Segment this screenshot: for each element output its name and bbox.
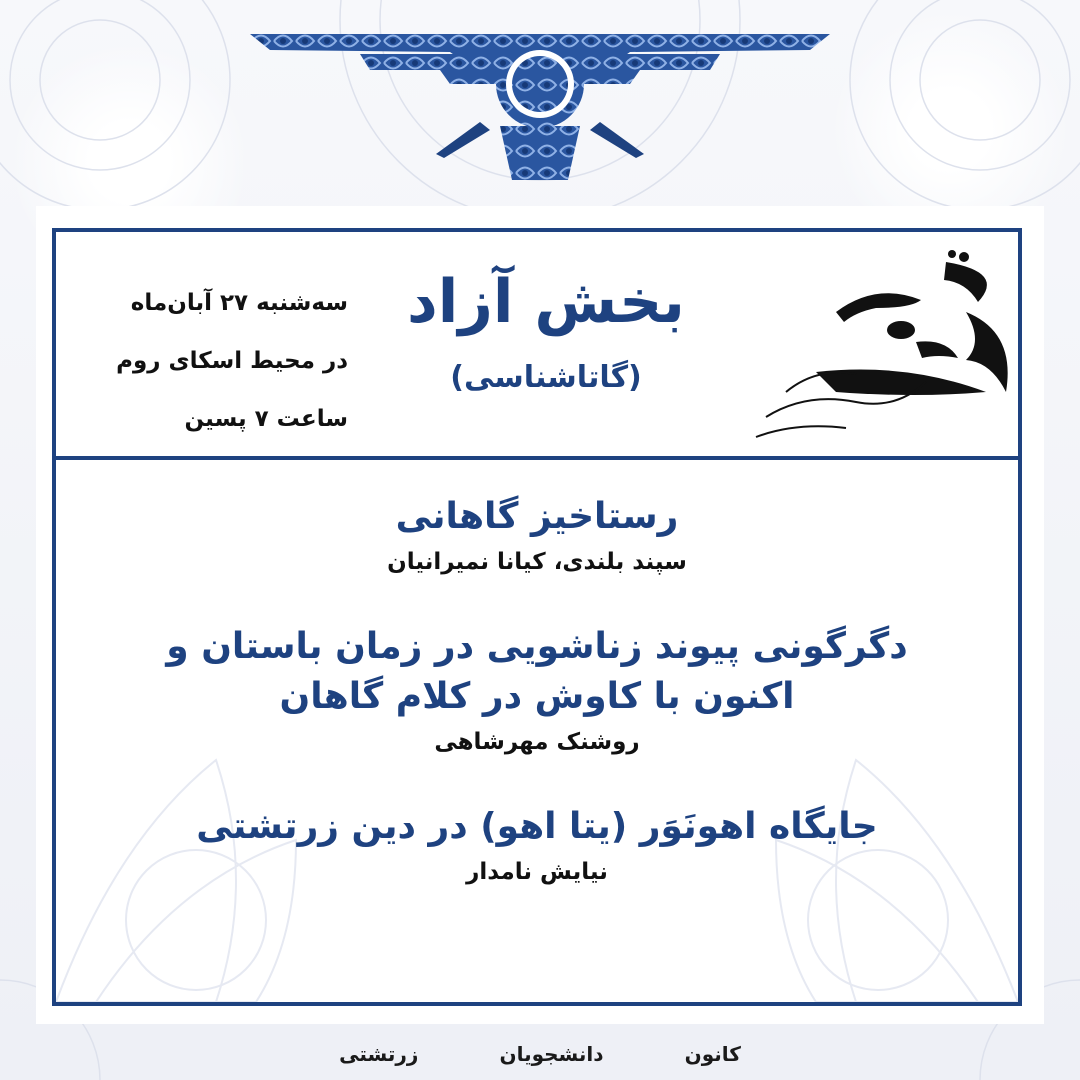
talk-item bbox=[56, 492, 1018, 582]
talk-title: دگرگونی پیوند زناشویی در زمان باستان و اکنون با کاوش در کلام گاهان bbox=[166, 626, 908, 717]
talk-speaker: سپند بلندی، کیانا نمیرانیان bbox=[387, 549, 687, 575]
event-location: در محیط اسکای روم bbox=[116, 348, 348, 374]
program-list bbox=[56, 492, 1018, 932]
talk-speaker: روشنک مهرشاهی bbox=[434, 729, 640, 755]
event-date: سه‌شنبه ۲۷ آبان‌ماه bbox=[130, 290, 348, 316]
footer-word: کانون bbox=[684, 1042, 741, 1066]
content-card bbox=[36, 206, 1044, 1024]
footer-organization bbox=[0, 1034, 1080, 1074]
content-frame bbox=[52, 228, 1022, 1006]
talk-item bbox=[56, 802, 1018, 892]
section-title: بخش آزاد bbox=[407, 267, 685, 337]
talk-title: رستاخیز گاهانی bbox=[395, 496, 679, 537]
event-info bbox=[78, 274, 348, 448]
footer-word: زرتشتی bbox=[339, 1042, 419, 1066]
faravahar-emblem-icon bbox=[250, 30, 830, 180]
talk-speaker: نیایش نامدار bbox=[466, 859, 608, 885]
calligraphy-logo-icon bbox=[716, 242, 1016, 447]
talk-item bbox=[56, 622, 1018, 762]
event-time: ساعت ۷ پسین bbox=[184, 406, 348, 432]
footer-word: دانشجویان bbox=[499, 1042, 604, 1066]
talk-title: جایگاه اهونَوَر (یتا اهو) در دین زرتشتی bbox=[196, 806, 878, 847]
section-subtitle: (گاتاشناسی) bbox=[450, 360, 642, 395]
